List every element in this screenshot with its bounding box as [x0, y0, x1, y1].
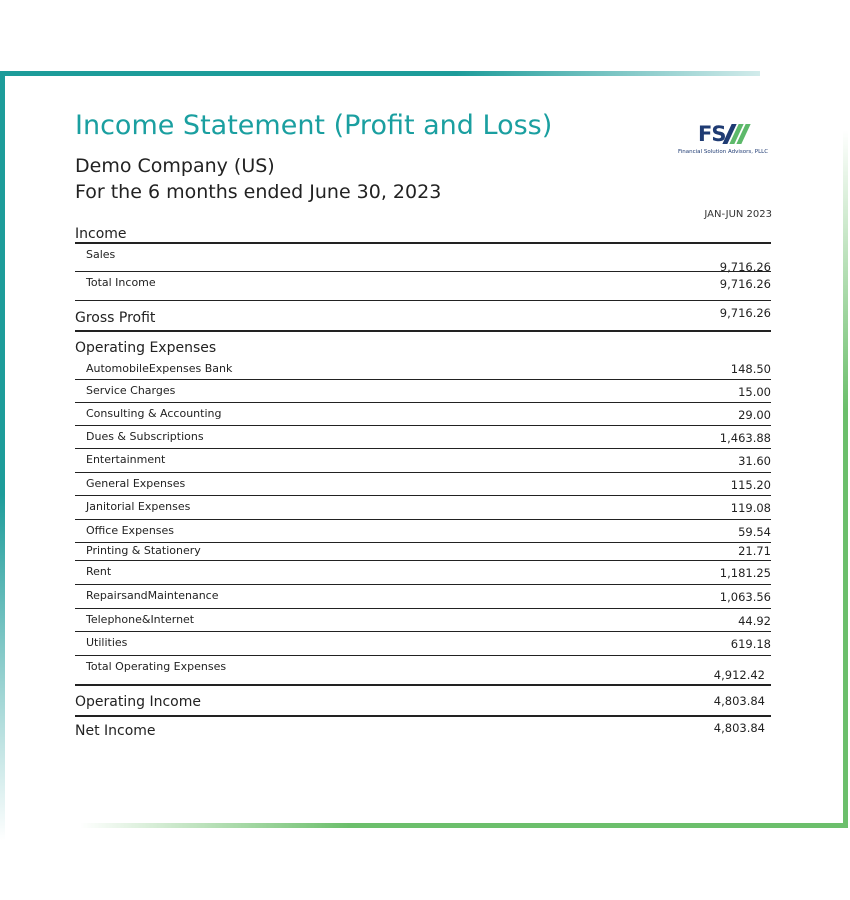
row-label: General Expenses — [86, 477, 186, 490]
section-heading: Operating Expenses — [75, 340, 217, 356]
row-amount: 148.50 — [730, 362, 771, 376]
operating-expenses-heading-row — [75, 332, 771, 356]
row-label: RepairsandMaintenance — [86, 589, 219, 602]
total-income-row — [75, 272, 771, 301]
row-label: Janitorial Expenses — [86, 500, 191, 513]
row-amount: 31.60 — [738, 454, 771, 468]
row-amount: 29.00 — [738, 408, 771, 422]
frame-left-border — [0, 71, 5, 841]
gross-profit-row — [75, 301, 771, 332]
row-label: Gross Profit — [75, 310, 156, 326]
table-row — [75, 609, 771, 632]
row-label: Entertainment — [86, 453, 166, 466]
row-amount: 619.18 — [730, 637, 771, 651]
row-amount: 21.71 — [738, 544, 771, 558]
row-label: Printing & Stationery — [86, 544, 201, 557]
row-amount: 1,063.56 — [719, 590, 771, 604]
row-label: Total Operating Expenses — [86, 660, 227, 673]
report-period: For the 6 months ended June 30, 2023 — [75, 181, 442, 203]
operating-income-row — [75, 686, 771, 717]
row-label: Rent — [86, 565, 112, 578]
row-label: Operating Income — [75, 694, 201, 710]
income-heading-row — [75, 222, 771, 244]
table-row — [75, 543, 771, 561]
section-heading: Income — [75, 226, 127, 242]
frame-top-border — [0, 71, 760, 76]
table-row — [75, 585, 771, 609]
net-income-row — [75, 717, 771, 745]
table-row — [75, 449, 771, 473]
column-header: JAN-JUN 2023 — [704, 209, 772, 220]
row-amount: 9,716.26 — [719, 306, 771, 320]
company-name: Demo Company (US) — [75, 155, 275, 177]
row-amount: 1,181.25 — [719, 566, 771, 580]
row-label: Telephone&Internet — [86, 613, 195, 626]
row-label: Dues & Subscriptions — [86, 430, 204, 443]
total-operating-expenses-row — [75, 656, 771, 686]
row-amount: 59.54 — [738, 525, 771, 539]
logo-subtitle: Financial Solution Advisors, PLLC — [678, 149, 769, 155]
row-label: Consulting & Accounting — [86, 407, 222, 420]
table-row — [75, 244, 771, 272]
row-amount: 1,463.88 — [719, 431, 771, 445]
table-row — [75, 520, 771, 543]
row-label: Sales — [86, 248, 116, 261]
table-row — [75, 473, 771, 496]
row-amount: 4,803.84 — [713, 721, 765, 735]
row-label: Utilities — [86, 636, 128, 649]
row-label: Total Income — [86, 276, 156, 289]
table-row — [75, 561, 771, 585]
table-row — [75, 403, 771, 426]
table-row — [75, 632, 771, 656]
statement-table — [75, 222, 771, 745]
row-amount: 44.92 — [738, 614, 771, 628]
row-amount: 115.20 — [730, 478, 771, 492]
table-row — [75, 426, 771, 449]
row-label: Net Income — [75, 723, 156, 739]
logo-mark — [698, 122, 776, 146]
report-title: Income Statement (Profit and Loss) — [75, 110, 553, 141]
row-label: Service Charges — [86, 384, 176, 397]
table-row — [75, 496, 771, 520]
row-amount: 119.08 — [730, 501, 771, 515]
row-amount: 9,716.26 — [719, 260, 771, 274]
frame-bottom-border — [80, 823, 848, 828]
fsa-logo — [676, 122, 776, 162]
row-label: AutomobileExpenses Bank — [86, 362, 233, 375]
table-row — [75, 380, 771, 403]
table-row — [75, 356, 771, 380]
row-amount: 9,716.26 — [719, 277, 771, 291]
frame-right-border — [843, 130, 848, 828]
logo-letters: FS — [698, 122, 726, 146]
row-amount: 4,803.84 — [713, 694, 765, 708]
row-label: Office Expenses — [86, 524, 175, 537]
row-amount: 4,912.42 — [713, 668, 765, 682]
row-amount: 15.00 — [738, 385, 771, 399]
